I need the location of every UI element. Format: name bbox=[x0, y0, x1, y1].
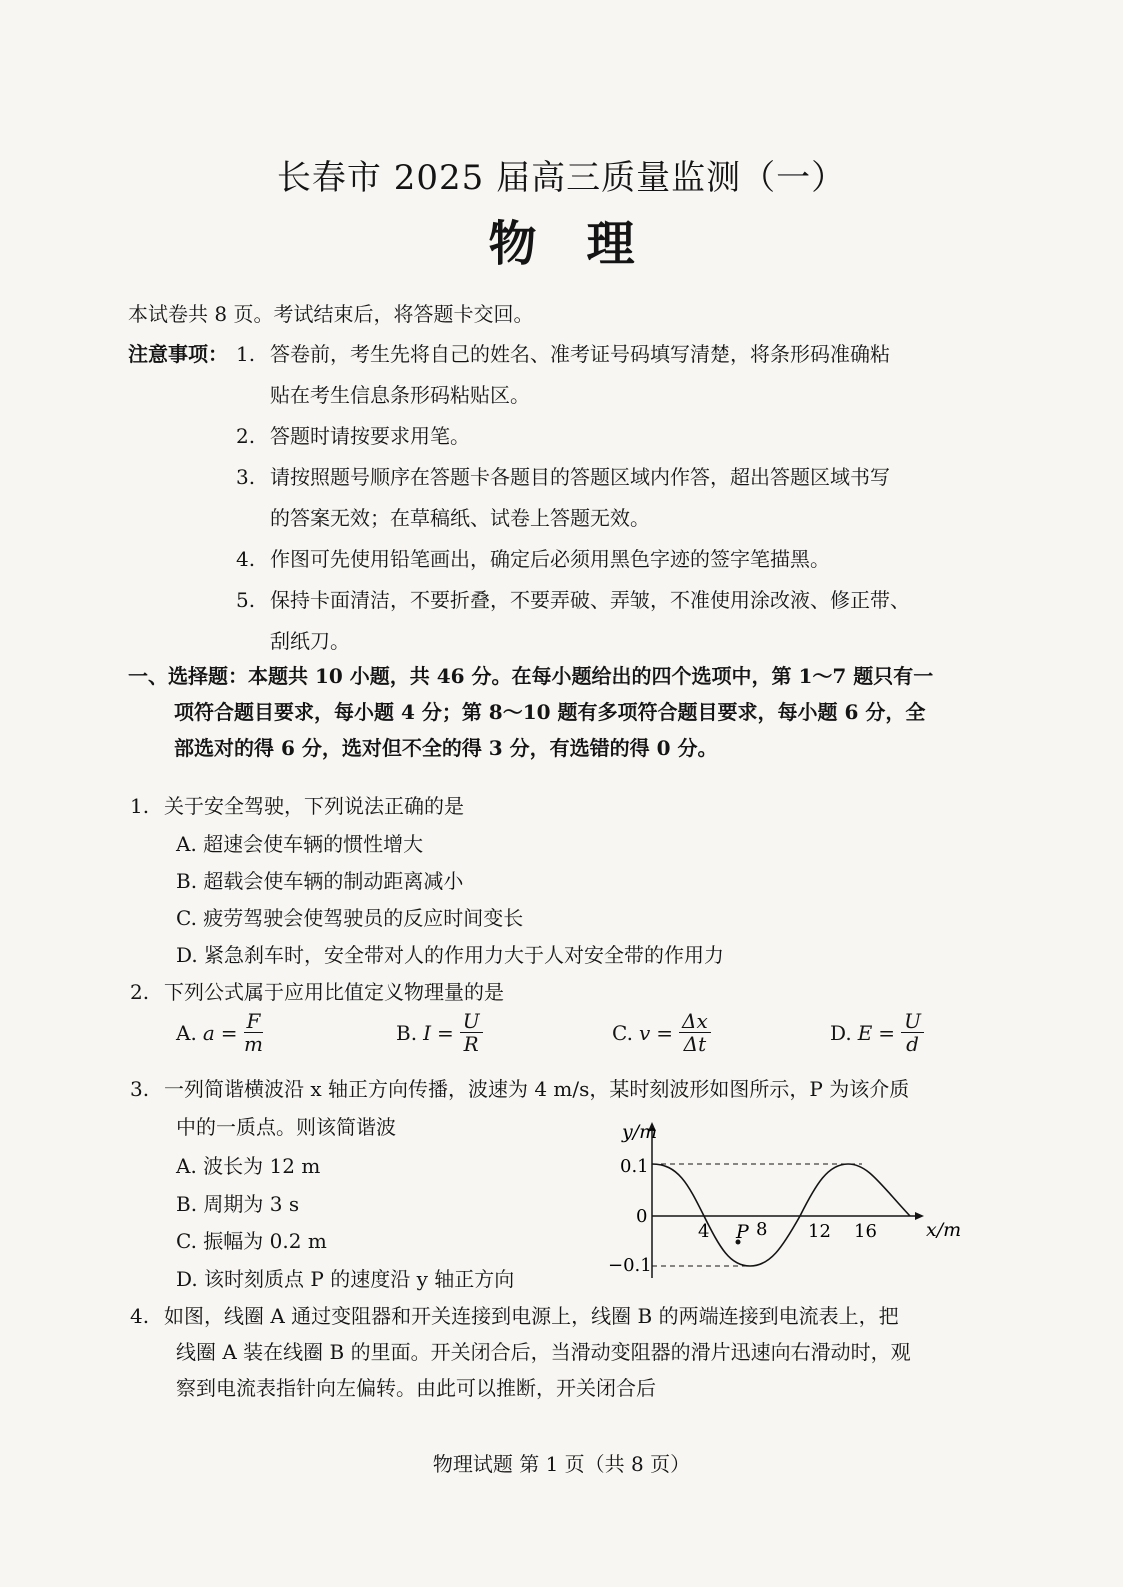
section-heading: 一、选择题：本题共 10 小题，共 46 分。在每小题给出的四个选项中，第 1～7 题只有一 bbox=[128, 664, 934, 688]
note-text: 保持卡面清洁，不要折叠，不要弄破、弄皱，不准使用涂改液、修正带、 bbox=[270, 588, 910, 612]
question-number: 4. bbox=[130, 1304, 150, 1328]
notes-label: 注意事项： bbox=[128, 342, 228, 366]
question-2-option-d bbox=[830, 1010, 924, 1055]
note-number: 1. bbox=[236, 342, 256, 366]
note-text: 作图可先使用铅笔画出，确定后必须用黑色字迹的签字笔描黑。 bbox=[270, 547, 830, 571]
question-3-option-a: A. 波长为 12 m bbox=[176, 1154, 321, 1178]
subject-title: 物理 bbox=[488, 216, 685, 272]
denominator: d bbox=[906, 1032, 919, 1056]
question-text: 如图，线圈 A 通过变阻器和开关连接到电源上，线圈 B 的两端连接到电流表上，把 bbox=[164, 1304, 899, 1328]
formula-lhs: v bbox=[638, 1020, 651, 1045]
question-number: 3. bbox=[130, 1077, 150, 1101]
note-text-continued: 的答案无效；在草稿纸、试卷上答题无效。 bbox=[270, 506, 650, 530]
note-item bbox=[236, 340, 890, 368]
point-p-label: P bbox=[736, 1221, 749, 1243]
y-axis-label: y/m bbox=[622, 1121, 658, 1143]
note-item bbox=[236, 463, 890, 491]
formula-fraction bbox=[244, 1010, 264, 1055]
question-text: 下列公式属于应用比值定义物理量的是 bbox=[164, 980, 504, 1004]
question-4-stem-continued: 察到电流表指针向左偏转。由此可以推断，开关闭合后 bbox=[176, 1376, 656, 1400]
question-1-option-c: C. 疲劳驾驶会使驾驶员的反应时间变长 bbox=[176, 906, 524, 930]
question-2-option-c bbox=[612, 1010, 711, 1055]
question-3-stem-continued: 中的一质点。则该简谐波 bbox=[176, 1115, 396, 1139]
note-number: 3. bbox=[236, 465, 256, 489]
denominator: R bbox=[463, 1032, 479, 1056]
formula-fraction bbox=[460, 1010, 483, 1055]
note-number: 5. bbox=[236, 588, 256, 612]
question-3-option-b: B. 周期为 3 s bbox=[176, 1192, 300, 1216]
question-3-stem bbox=[130, 1075, 909, 1103]
option-label: B. bbox=[396, 1020, 418, 1045]
question-1-option-d: D. 紧急刹车时，安全带对人的作用力大于人对安全带的作用力 bbox=[176, 943, 725, 967]
question-3-option-d: D. 该时刻质点 P 的速度沿 y 轴正方向 bbox=[176, 1267, 515, 1291]
denominator: m bbox=[243, 1032, 263, 1056]
formula-lhs: I bbox=[423, 1020, 431, 1045]
equals-sign: = bbox=[436, 1020, 454, 1045]
denominator: Δt bbox=[683, 1032, 707, 1056]
note-text: 答题时请按要求用笔。 bbox=[270, 424, 470, 448]
x-axis-label: x/m bbox=[926, 1219, 962, 1241]
question-1-stem bbox=[130, 792, 464, 820]
x-tick-label: 4 bbox=[698, 1221, 710, 1242]
option-label: D. bbox=[830, 1020, 852, 1045]
option-label: C. bbox=[612, 1020, 633, 1045]
exam-title: 长春市 2025 届高三质量监测（一） bbox=[276, 158, 847, 198]
question-number: 1. bbox=[130, 794, 150, 818]
y-tick-label: −0.1 bbox=[608, 1255, 652, 1276]
wave-curve bbox=[652, 1164, 910, 1266]
page-footer: 物理试题 第 1 页（共 8 页） bbox=[432, 1452, 691, 1476]
question-text: 关于安全驾驶，下列说法正确的是 bbox=[164, 794, 464, 818]
note-item bbox=[236, 586, 910, 614]
formula-fraction bbox=[679, 1010, 711, 1055]
equals-sign: = bbox=[220, 1020, 238, 1045]
y-tick-label: 0.1 bbox=[620, 1156, 649, 1177]
numerator: F bbox=[244, 1010, 264, 1033]
question-1-option-a: A. 超速会使车辆的惯性增大 bbox=[176, 832, 424, 856]
section-heading-continued: 项符合题目要求，每小题 4 分；第 8～10 题有多项符合题目要求，每小题 6 分，全 bbox=[174, 700, 926, 724]
formula-lhs: a bbox=[202, 1020, 215, 1045]
equals-sign: = bbox=[878, 1020, 896, 1045]
origin-label: 0 bbox=[636, 1206, 648, 1227]
note-text: 答卷前，考生先将自己的姓名、准考证号码填写清楚，将条形码准确粘 bbox=[270, 342, 890, 366]
note-item bbox=[236, 545, 830, 573]
note-text: 请按照题号顺序在答题卡各题目的答题区域内作答，超出答题区域书写 bbox=[270, 465, 890, 489]
formula-lhs: E bbox=[857, 1020, 873, 1045]
note-item bbox=[236, 422, 470, 450]
numerator: U bbox=[901, 1010, 924, 1033]
intro-text: 本试卷共 8 页。考试结束后，将答题卡交回。 bbox=[128, 302, 534, 326]
x-axis-arrow bbox=[915, 1212, 924, 1220]
question-4-stem bbox=[130, 1302, 899, 1330]
note-text-continued: 刮纸刀。 bbox=[270, 629, 350, 653]
note-number: 2. bbox=[236, 424, 256, 448]
equals-sign: = bbox=[656, 1020, 674, 1045]
question-4-stem-continued: 线圈 A 装在线圈 B 的里面。开关闭合后，当滑动变阻器的滑片迅速向右滑动时，观 bbox=[176, 1340, 911, 1364]
question-1-option-b: B. 超载会使车辆的制动距离减小 bbox=[176, 869, 464, 893]
x-tick-label: 12 bbox=[808, 1221, 831, 1242]
note-number: 4. bbox=[236, 547, 256, 571]
question-text: 一列简谐横波沿 x 轴正方向传播，波速为 4 m/s，某时刻波形如图所示，P 为该介质 bbox=[164, 1077, 910, 1101]
option-label: A. bbox=[176, 1020, 197, 1045]
question-number: 2. bbox=[130, 980, 150, 1004]
formula-fraction bbox=[901, 1010, 924, 1055]
x-tick-label: 16 bbox=[854, 1221, 877, 1242]
note-text-continued: 贴在考生信息条形码粘贴区。 bbox=[270, 383, 530, 407]
section-heading-continued: 部选对的得 6 分，选对但不全的得 3 分，有选错的得 0 分。 bbox=[174, 736, 718, 760]
question-3-option-c: C. 振幅为 0.2 m bbox=[176, 1229, 327, 1253]
numerator: U bbox=[460, 1010, 483, 1033]
x-tick-label: 8 bbox=[756, 1219, 768, 1240]
wave-graph bbox=[600, 1118, 980, 1283]
question-2-option-a bbox=[176, 1010, 263, 1055]
question-2-option-b bbox=[396, 1010, 483, 1055]
numerator: Δx bbox=[679, 1010, 711, 1033]
question-2-stem bbox=[130, 978, 504, 1006]
